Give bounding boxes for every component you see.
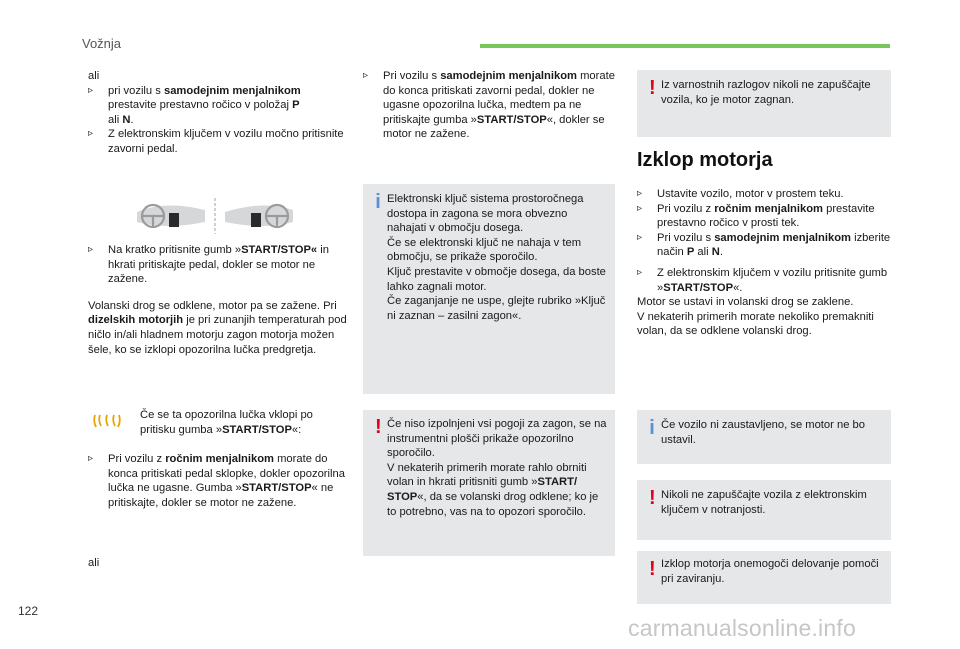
bullet-item: ▹ Pri vozilu z ročnim menjalnikom morate do konca pritiskati pedal sklopke, dokler opozorilna lučka ne ugasne. Gumba »START/STOP« ne pritiskajte, dokler se motor ne zažene. bbox=[88, 453, 345, 509]
triangle-bullet-icon: ▹ bbox=[88, 453, 94, 464]
col1-top-text bbox=[88, 69, 350, 157]
ali-label: ali bbox=[88, 70, 100, 82]
paragraph: V nekaterih primerih morate nekoliko premakniti volan, da se odklene volanski drog. bbox=[637, 310, 874, 338]
bullet-item: ▹ Pri vozilu z ročnim menjalnikom prestavite prestavno ročico v prosti tek. bbox=[637, 202, 875, 230]
triangle-bullet-icon: ▹ bbox=[88, 84, 94, 96]
paragraph: Motor se ustavi in volanski drog se zaklene. bbox=[637, 296, 854, 309]
triangle-bullet-icon: ▹ bbox=[637, 266, 643, 278]
bullet-item: ▹ Z elektronskim ključem v vozilu pritisnite gumb »START/STOP«. bbox=[637, 266, 888, 294]
paragraph: Volanski drog se odklene, motor pa se zažene. Pri dizelskih motorjih je pri zunanjih temperaturah pod ničlo in/ali hladnem motorju zagon motorja možen šele, ko se izklopi opozorilna lučka predgretja. bbox=[88, 299, 347, 356]
exclamation-icon: ! bbox=[649, 487, 656, 509]
info-box: i Elektronski ključ sistema prostoročnega dostopa in zagona se mora obvezno nahajati v območju dosega. Če se elektronski ključ ne nahaja v tem območju, se prikaže sporočilo. Ključ prestavite v območje dosega, da boste lahko zagnali motor. Če zaganjanje ne uspe, glejte rubriko »Ključ ni zaznan – zasilni zagon«. bbox=[363, 184, 615, 394]
exclamation-icon: ! bbox=[375, 416, 382, 438]
col1-bottom-text bbox=[88, 452, 350, 510]
col2-top-text bbox=[363, 69, 615, 142]
bullet-item: ▹ Pri vozilu s samodejnim menjalnikom izberite način P ali N. bbox=[637, 231, 891, 259]
triangle-bullet-icon: ▹ bbox=[637, 202, 643, 214]
warning-box: ! Če niso izpolnjeni vsi pogoji za zagon, se na instrumentni plošči prikaže opozorilno sporočilo. V nekaterih primerih morate rahlo obrniti volan in hkrati pritisniti gumb »START/ STOP«, da se volanski drog odklene; ko je to potrebno, vas na to opozori sporočilo. bbox=[363, 410, 615, 556]
steering-wheel-icon bbox=[225, 205, 293, 227]
watermark: carmanualsonline.info bbox=[628, 615, 856, 641]
glow-note: Če se ta opozorilna lučka vklopi po pritisku gumba »START/STOP«: bbox=[140, 409, 313, 436]
warning-box: ! Nikoli ne zapuščajte vozila z elektronskim ključem v notranjosti. bbox=[637, 480, 891, 540]
steering-wheel-icon bbox=[137, 205, 205, 227]
triangle-bullet-icon: ▹ bbox=[88, 128, 94, 140]
info-box: i Če vozilo ni zaustavljeno, se motor ne bo ustavil. bbox=[637, 410, 891, 464]
col1-mid-text bbox=[88, 243, 350, 357]
triangle-bullet-icon: ▹ bbox=[637, 231, 643, 243]
triangle-bullet-icon: ▹ bbox=[637, 188, 643, 199]
ali-label: ali bbox=[88, 557, 100, 569]
section-accent-bar bbox=[480, 44, 890, 48]
steering-illustration bbox=[135, 196, 295, 236]
bullet-item: ▹ Pri vozilu s samodejnim menjalnikom morate do konca pritiskati zavorni pedal, dokler ne ugasne opozorilna lučka, medtem pa ne pritiskajte gumba »START/STOP«, dokler se motor ne zažene. bbox=[363, 70, 615, 141]
exclamation-icon: ! bbox=[649, 558, 656, 580]
info-icon: i bbox=[649, 417, 655, 439]
triangle-bullet-icon: ▹ bbox=[88, 244, 94, 255]
section-title: Vožnja bbox=[82, 36, 122, 51]
warning-box: ! Iz varnostnih razlogov nikoli ne zapuščajte vozila, ko je motor zagnan. bbox=[637, 70, 891, 137]
bullet-item: ▹ pri vozilu s samodejnim menjalnikom prestavite prestavno ročico v položaj P ali N. bbox=[88, 84, 301, 126]
bullet-item: ▹ Ustavite vozilo, motor v prostem teku. bbox=[637, 188, 844, 200]
warning-box: ! Izklop motorja onemogoči delovanje pomoči pri zaviranju. bbox=[637, 551, 891, 604]
exclamation-icon: ! bbox=[649, 77, 656, 99]
preheating-glow-plug-icon bbox=[92, 412, 122, 430]
info-icon: i bbox=[375, 191, 381, 213]
page-number: 122 bbox=[18, 604, 39, 618]
triangle-bullet-icon: ▹ bbox=[363, 70, 369, 81]
bullet-item: ▹ Na kratko pritisnite gumb »START/STOP« in hkrati pritiskajte pedal, dokler se motor ne zažene. bbox=[88, 244, 329, 286]
section-heading: Izklop motorja bbox=[637, 149, 773, 171]
bullet-item: ▹ Z elektronskim ključem v vozilu močno pritisnite zavorni pedal. bbox=[88, 128, 344, 155]
col3-text bbox=[637, 187, 895, 339]
